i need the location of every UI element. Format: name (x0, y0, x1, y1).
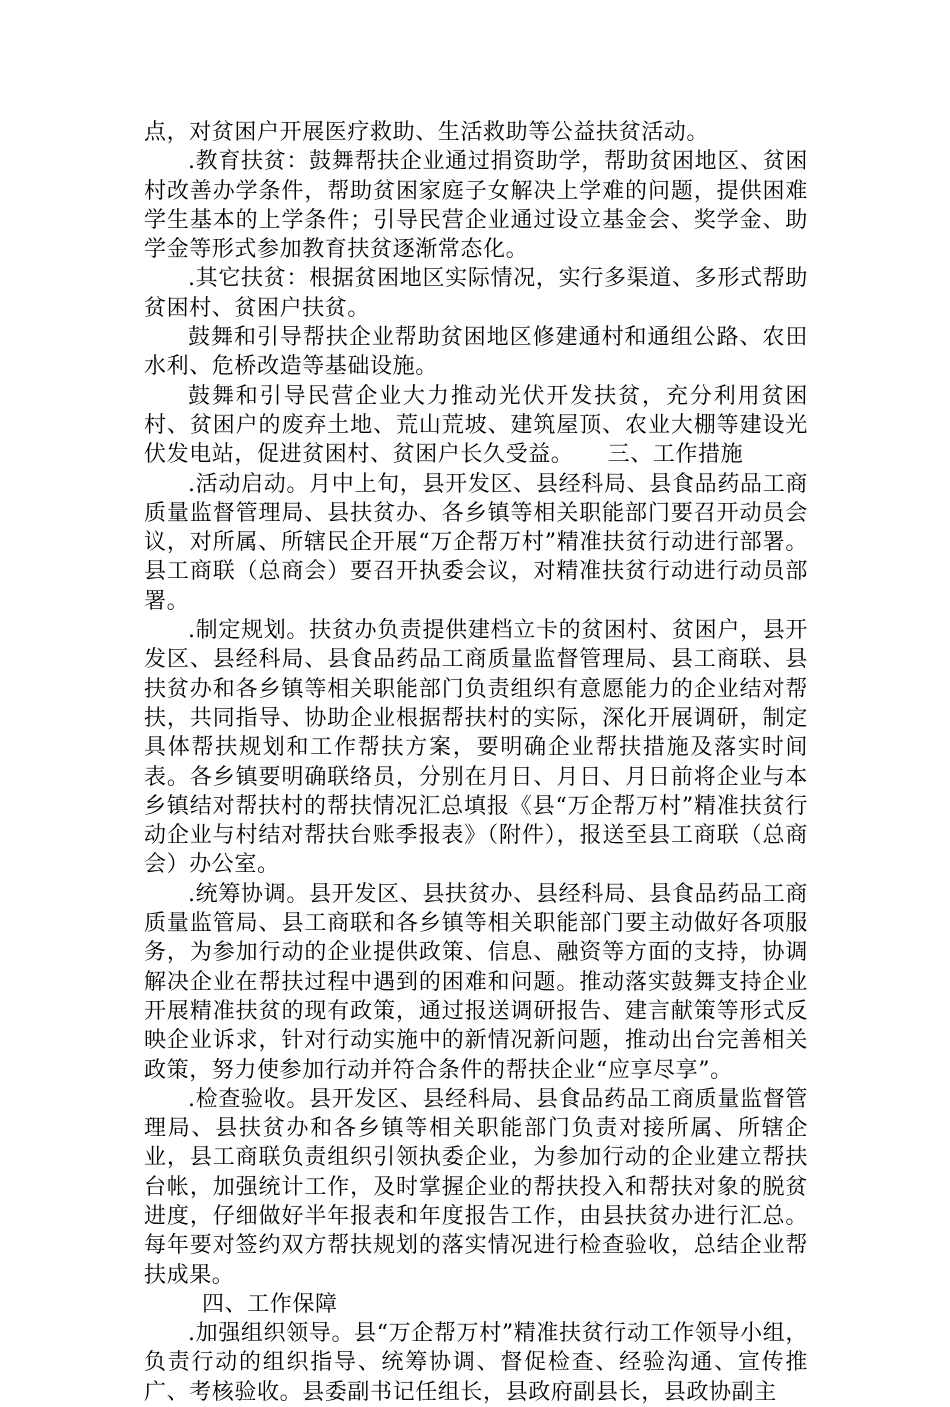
paragraph-6: .活动启动。月中上旬，县开发区、县经科局、县食品药品工商质量监督管理局、县扶贫办、各乡镇等相关职能部门要召开动员会议，对所属、所辖民企开展“万企帮万村”精准扶贫行动进行部署。县工商联（总商会）要召开执委会议，对精准扶贫行动进行动员部署。 (144, 471, 808, 614)
paragraph-2: .教育扶贫：鼓舞帮扶企业通过捐资助学，帮助贫困地区、贫困村改善办学条件，帮助贫困家庭子女解决上学难的问题，提供困难学生基本的上学条件；引导民营企业通过设立基金会、奖学金、助学金等形式参加教育扶贫逐渐常态化。 (144, 149, 808, 263)
paragraph-1: 点，对贫困户开展医疗救助、生活救助等公益扶贫活动。 (144, 120, 710, 145)
paragraph-9: .检查验收。县开发区、县经科局、县食品药品工商质量监督管理局、县扶贫办和各乡镇等相关职能部门负责对接所属、所辖企业，县工商联负责组织引领执委企业，为参加行动的企业建立帮扶台帐，加强统计工作，及时掌握企业的帮扶投入和帮扶对象的脱贫进度，仔细做好半年报表和年度报告工作，由县扶贫办进行汇总。每年要对签约双方帮扶规划的落实情况进行检查验收，总结企业帮扶成果。 (144, 1086, 808, 1288)
paragraph-7: .制定规划。扶贫办负责提供建档立卡的贫困村、贫困户，县开发区、县经科局、县食品药品工商质量监督管理局、县工商联、县扶贫办和各乡镇等相关职能部门负责组织有意愿能力的企业结对帮扶，共同指导、协助企业根据帮扶村的实际，深化开展调研，制定具体帮扶规划和工作帮扶方案，要明确企业帮扶措施及落实时间表。各乡镇要明确联络员，分别在月日、月日、月日前将企业与本乡镇结对帮扶村的帮扶情况汇总填报《县“万企帮万村”精准扶贫行动企业与村结对帮扶台账季报表》（附件），报送至县工商联（总商会）办公室。 (144, 618, 808, 878)
paragraph-8: .统筹协调。县开发区、县扶贫办、县经科局、县食品药品工商质量监管局、县工商联和各乡镇等相关职能部门要主动做好各项服务，为参加行动的企业提供政策、信息、融资等方面的支持，协调解决企业在帮扶过程中遇到的困难和问题。推动落实鼓舞支持企业开展精准扶贫的现有政策，通过报送调研报告、建言献策等形式反映企业诉求，针对行动实施中的新情况新问题，推动出台完善相关政策，努力使参加行动并符合条件的帮扶企业“应享尽享”。 (144, 881, 808, 1083)
paragraph-11: .加强组织领导。县“万企帮万村”精准扶贫行动工作领导小组，负责行动的组织指导、统筹协调、督促检查、经验沟通、宣传推广、考核验收。县委副书记任组长，县政府副县长，县政协副主 (144, 1321, 808, 1405)
document-body (144, 118, 808, 1407)
paragraph-5: 鼓舞和引导民营企业大力推动光伏开发扶贫，充分利用贫困村、贫困户的废弃土地、荒山荒坡、建筑屋顶、农业大棚等建设光伏发电站，促进贫困村、贫困户长久受益。 三、工作措施 (144, 383, 808, 468)
paragraph-3: .其它扶贫：根据贫困地区实际情况，实行多渠道、多形式帮助贫困村、贫困户扶贫。 (144, 266, 808, 321)
paragraph-4: 鼓舞和引导帮扶企业帮助贫困地区修建通村和通组公路、农田水利、危桥改造等基础设施。 (144, 325, 808, 380)
section-heading: 四、工作保障 (202, 1291, 338, 1317)
